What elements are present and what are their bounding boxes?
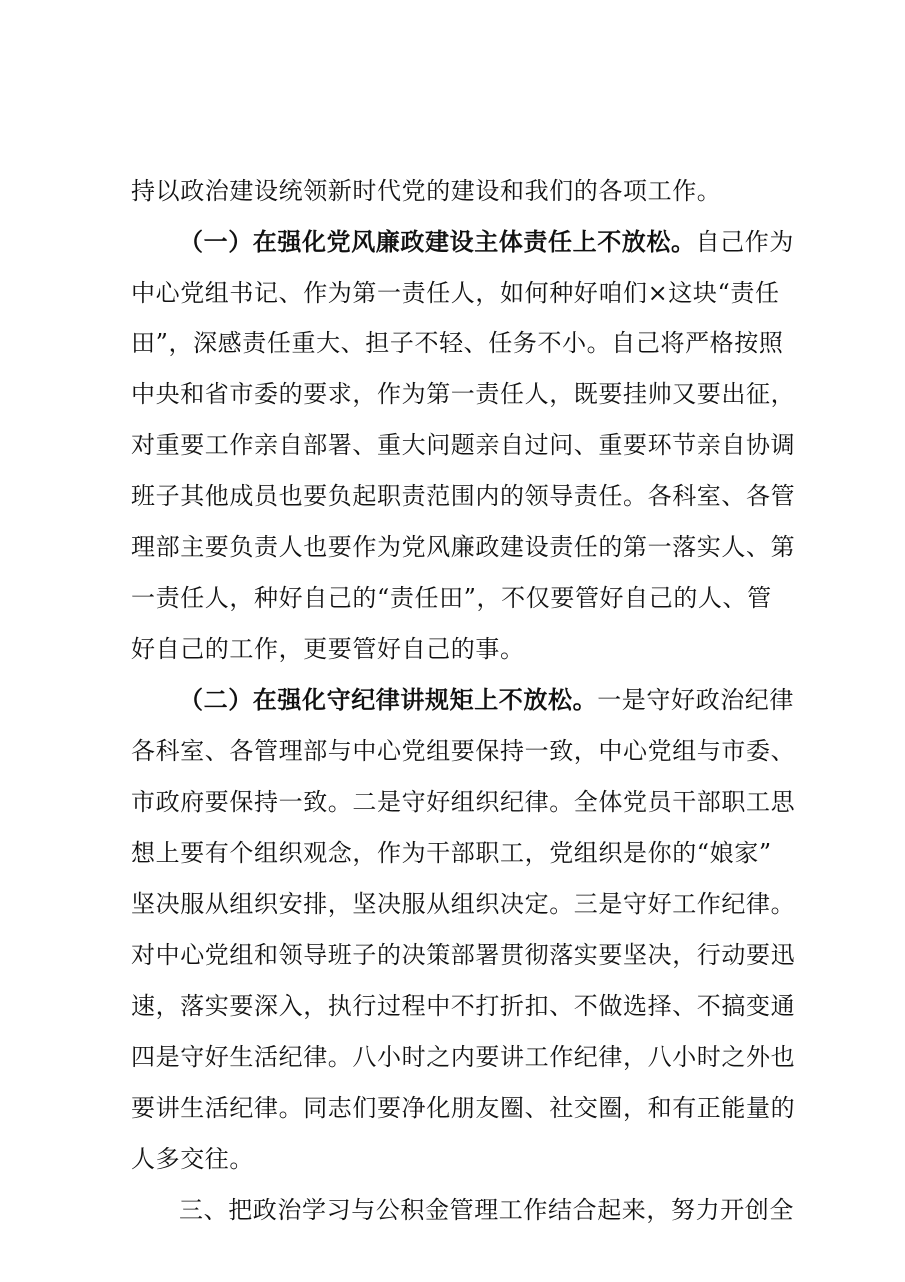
section-heading-line: [179, 685, 811, 715]
text-line: 四是守好生活纪律。八小时之内要讲工作纪律，八小时之外也: [131, 1043, 796, 1071]
text-line: 速，落实要深入，执行过程中不打折扣、不做选择、不搞变通: [131, 992, 796, 1020]
chapter-heading-line: 三、把政治学习与公积金管理工作结合起来，努力开创全: [179, 1196, 794, 1224]
text-line: 要讲生活纪律。同志们要净化朋友圈、社交圈，和有正能量的: [131, 1094, 796, 1122]
text-line: 班子其他成员也要负起职责范围内的领导责任。各科室、各管: [131, 482, 796, 510]
text-line: 一责任人，种好自己的“责任田”，不仅要管好自己的人、管: [131, 584, 772, 612]
text-line: 想上要有个组织观念，作为干部职工，党组织是你的“娘家”: [131, 839, 772, 867]
text-line: 好自己的工作，更要管好自己的事。: [131, 635, 525, 663]
text-line: 人多交往。: [131, 1145, 254, 1173]
text-line: 对重要工作亲自部署、重大问题亲自过问、重要环节亲自协调: [131, 431, 796, 459]
section-heading-line: [179, 227, 811, 257]
text-line: 田”，深感责任重大、担子不轻、任务不小。自己将严格按照: [131, 329, 784, 357]
text-line: 中心党组书记、作为第一责任人，如何种好咱们×这块“责任: [131, 279, 780, 307]
section-heading: （二）在强化守纪律讲规矩上不放松。: [179, 685, 598, 714]
text-line: 中央和省市委的要求，作为第一责任人，既要挂帅又要出征，: [131, 380, 796, 408]
text-line: 对中心党组和领导班子的决策部署贯彻落实要坚决，行动要迅: [131, 941, 796, 969]
text-line: 市政府要保持一致。二是守好组织纪律。全体党员干部职工思: [131, 788, 796, 816]
text-line: 理部主要负责人也要作为党风廉政建设责任的第一落实人、第: [131, 533, 796, 561]
text-line: 坚决服从组织安排，坚决服从组织决定。三是守好工作纪律。: [131, 890, 796, 918]
text-line: 持以政治建设统领新时代党的建设和我们的各项工作。: [131, 177, 722, 205]
section-heading: （一）在强化党风廉政建设主体责任上不放松。: [179, 227, 696, 256]
text-line: 各科室、各管理部与中心党组要保持一致，中心党组与市委、: [131, 737, 796, 765]
text-line-continuation: 自己作为: [695, 228, 795, 256]
text-line-continuation: 一是守好政治纪律: [597, 686, 795, 714]
